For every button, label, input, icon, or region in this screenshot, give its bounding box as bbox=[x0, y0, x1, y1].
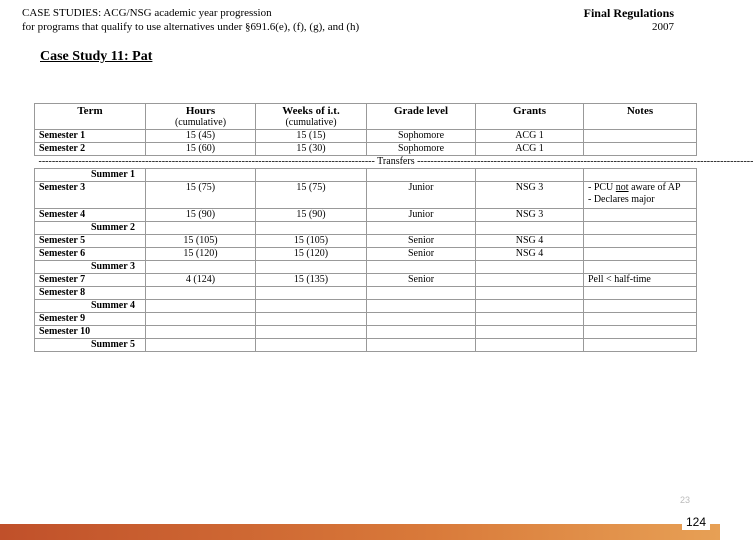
weeks-cell: 15 (90) bbox=[256, 209, 367, 222]
grants-cell: ACG 1 bbox=[476, 143, 584, 156]
grade-cell bbox=[367, 222, 476, 235]
note-declares-major: - Declares major bbox=[588, 194, 655, 205]
grade-cell bbox=[367, 287, 476, 300]
transfers-dashes-right: ----------------------------------------------------------------------------------------------------- bbox=[417, 156, 753, 167]
hours-cell: 15 (60) bbox=[146, 143, 256, 156]
weeks-cell bbox=[256, 261, 367, 274]
col-header-hours-sub: (cumulative) bbox=[174, 117, 227, 128]
col-header-term: Term bbox=[35, 104, 146, 130]
term-cell: Semester 3 bbox=[35, 182, 146, 209]
header-line-2: for programs that qualify to use alternatives under §691.6(e), (f), (g), and (h) bbox=[22, 21, 360, 33]
grade-cell: Senior bbox=[367, 274, 476, 287]
col-header-weeks-sub: (cumulative) bbox=[285, 117, 337, 128]
table-row bbox=[35, 261, 697, 274]
term-cell: Semester 10 bbox=[35, 326, 146, 339]
notes-cell bbox=[584, 248, 697, 261]
grade-cell bbox=[367, 313, 476, 326]
header-line-1: CASE STUDIES: ACG/NSG academic year progression bbox=[22, 7, 272, 19]
col-header-grants: Grants bbox=[476, 104, 584, 130]
grade-cell: Sophomore bbox=[367, 143, 476, 156]
grade-cell bbox=[367, 339, 476, 352]
term-cell: Semester 2 bbox=[35, 143, 146, 156]
notes-cell bbox=[584, 313, 697, 326]
document-subtitle bbox=[22, 6, 359, 34]
grants-cell: NSG 4 bbox=[476, 235, 584, 248]
hours-cell: 15 (75) bbox=[146, 182, 256, 209]
grade-cell bbox=[367, 300, 476, 313]
col-header-weeks-label: Weeks of i.t. bbox=[282, 105, 340, 117]
notes-cell: Pell < half-time bbox=[584, 274, 697, 287]
notes-cell bbox=[584, 287, 697, 300]
term-cell: Summer 1 bbox=[35, 169, 146, 182]
term-cell: Semester 4 bbox=[35, 209, 146, 222]
table-row bbox=[35, 287, 697, 300]
hours-cell bbox=[146, 300, 256, 313]
grade-cell: Junior bbox=[367, 182, 476, 209]
hours-cell: 15 (120) bbox=[146, 248, 256, 261]
grants-cell bbox=[476, 169, 584, 182]
col-header-notes: Notes bbox=[584, 104, 697, 130]
notes-cell bbox=[584, 143, 697, 156]
weeks-cell: 15 (135) bbox=[256, 274, 367, 287]
term-cell: Summer 3 bbox=[35, 261, 146, 274]
weeks-cell: 15 (15) bbox=[256, 130, 367, 143]
hours-cell bbox=[146, 326, 256, 339]
term-cell: Semester 9 bbox=[35, 313, 146, 326]
hours-cell bbox=[146, 169, 256, 182]
hours-cell: 4 (124) bbox=[146, 274, 256, 287]
notes-cell bbox=[584, 222, 697, 235]
grade-cell: Senior bbox=[367, 235, 476, 248]
notes-cell bbox=[584, 209, 697, 222]
grants-cell: NSG 3 bbox=[476, 209, 584, 222]
note-pcu-aware bbox=[588, 182, 692, 194]
grants-cell bbox=[476, 339, 584, 352]
grants-cell bbox=[476, 326, 584, 339]
grants-cell: NSG 4 bbox=[476, 248, 584, 261]
col-header-grade: Grade level bbox=[367, 104, 476, 130]
hours-cell: 15 (105) bbox=[146, 235, 256, 248]
hours-cell bbox=[146, 287, 256, 300]
weeks-cell bbox=[256, 169, 367, 182]
grade-cell: Junior bbox=[367, 209, 476, 222]
term-cell: Semester 6 bbox=[35, 248, 146, 261]
col-header-weeks bbox=[256, 104, 367, 130]
term-cell: Summer 2 bbox=[35, 222, 146, 235]
document-title-block bbox=[584, 6, 674, 34]
grade-cell: Sophomore bbox=[367, 130, 476, 143]
hours-cell bbox=[146, 339, 256, 352]
col-header-hours-label: Hours bbox=[185, 105, 216, 117]
table-row bbox=[35, 248, 697, 261]
weeks-cell: 15 (75) bbox=[256, 182, 367, 209]
weeks-cell: 15 (120) bbox=[256, 248, 367, 261]
table-row bbox=[35, 130, 697, 143]
hours-cell: 15 (45) bbox=[146, 130, 256, 143]
term-cell: Summer 5 bbox=[35, 339, 146, 352]
hours-cell bbox=[146, 222, 256, 235]
document-year: 2007 bbox=[652, 21, 674, 33]
grade-cell: Senior bbox=[367, 248, 476, 261]
table-row bbox=[35, 169, 697, 182]
transfers-label: Transfers bbox=[377, 156, 415, 167]
table-row bbox=[35, 339, 697, 352]
term-cell: Summer 4 bbox=[35, 300, 146, 313]
grants-cell bbox=[476, 261, 584, 274]
notes-cell bbox=[584, 130, 697, 143]
weeks-cell bbox=[256, 300, 367, 313]
document-title: Final Regulations bbox=[583, 6, 674, 20]
table-row bbox=[35, 235, 697, 248]
grants-cell: ACG 1 bbox=[476, 130, 584, 143]
notes-cell bbox=[584, 300, 697, 313]
grants-cell: NSG 3 bbox=[476, 182, 584, 209]
term-cell: Semester 8 bbox=[35, 287, 146, 300]
note-prefix: - PCU bbox=[588, 182, 616, 193]
table-row bbox=[35, 222, 697, 235]
slide-number: 124 bbox=[682, 514, 710, 530]
table-row bbox=[35, 300, 697, 313]
grants-cell bbox=[476, 287, 584, 300]
term-cell: Semester 1 bbox=[35, 130, 146, 143]
table-header-row bbox=[35, 104, 697, 130]
grants-cell bbox=[476, 222, 584, 235]
transfers-dashes-left: ----------------------------------------------------------------------------------------------------- bbox=[38, 156, 375, 167]
notes-cell bbox=[584, 339, 697, 352]
grade-cell bbox=[367, 261, 476, 274]
term-cell: Semester 5 bbox=[35, 235, 146, 248]
term-cell: Semester 7 bbox=[35, 274, 146, 287]
grade-cell bbox=[367, 326, 476, 339]
note-underlined-word: not bbox=[615, 182, 629, 193]
notes-cell bbox=[584, 169, 697, 182]
weeks-cell: 15 (30) bbox=[256, 143, 367, 156]
transfers-divider bbox=[35, 156, 753, 169]
weeks-cell bbox=[256, 222, 367, 235]
grants-cell bbox=[476, 274, 584, 287]
weeks-cell bbox=[256, 287, 367, 300]
grants-cell bbox=[476, 313, 584, 326]
notes-cell bbox=[584, 261, 697, 274]
table-row bbox=[35, 143, 697, 156]
weeks-cell: 15 (105) bbox=[256, 235, 367, 248]
table-row bbox=[35, 274, 697, 287]
progression-table bbox=[34, 103, 753, 352]
table-row bbox=[35, 182, 697, 209]
weeks-cell bbox=[256, 313, 367, 326]
notes-cell bbox=[584, 182, 697, 209]
table-row bbox=[35, 313, 697, 326]
col-header-hours bbox=[146, 104, 256, 130]
grants-cell bbox=[476, 300, 584, 313]
page-number: 23 bbox=[679, 495, 690, 505]
case-study-title: Case Study 11: Pat bbox=[40, 49, 153, 64]
note-suffix: aware of AP bbox=[628, 182, 681, 193]
hours-cell bbox=[146, 261, 256, 274]
footer-accent-bar bbox=[0, 524, 720, 540]
hours-cell bbox=[146, 313, 256, 326]
hours-cell: 15 (90) bbox=[146, 209, 256, 222]
notes-cell bbox=[584, 326, 697, 339]
transfers-divider-row bbox=[35, 156, 697, 169]
grade-cell bbox=[367, 169, 476, 182]
table-row bbox=[35, 209, 697, 222]
table-row bbox=[35, 326, 697, 339]
weeks-cell bbox=[256, 326, 367, 339]
weeks-cell bbox=[256, 339, 367, 352]
notes-cell bbox=[584, 235, 697, 248]
